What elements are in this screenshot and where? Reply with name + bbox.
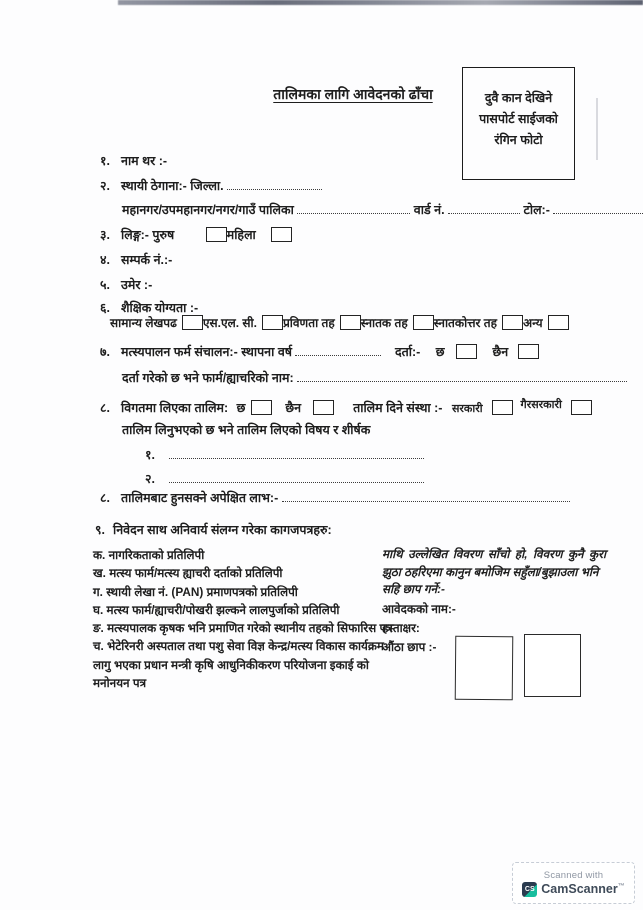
expected-benefit-blank-line [282, 492, 570, 502]
item-number: ६. [100, 301, 110, 315]
training-subject-label: तालिम लिनुभएको छ भने तालिम लिएको विषय र शीर्षक [122, 423, 371, 437]
registered-yes-label: छ [435, 345, 445, 359]
gov-label: सरकारी [451, 403, 483, 415]
field-municipality [122, 201, 643, 218]
farm-name-blank-line [297, 372, 627, 382]
ward-label: वार्ड नं. [413, 203, 445, 217]
checkbox-training-no [313, 400, 334, 415]
training-subject-note [122, 421, 370, 438]
option-label: एस.एल. सी. [202, 316, 257, 330]
checkbox-training-yes [251, 400, 272, 415]
attached-documents-label: निवेदन साथ अनिवार्य संलग्न गरेका कागजपत्रहरु: [113, 523, 332, 537]
declaration-line: माथि उल्लेखित विवरण साँचो हो, विवरण कुनै कुरा [382, 547, 606, 561]
checkbox-slc [262, 315, 283, 330]
training-yes-label: छ [236, 401, 246, 415]
item-number: ८. [100, 491, 110, 505]
checkbox-registered-no [518, 344, 539, 359]
scan-fold-line [596, 98, 598, 160]
ward-blank-line [448, 204, 520, 214]
camscanner-logo-icon: CS [522, 882, 537, 897]
registration-label: दर्ता:- [394, 345, 421, 359]
checkbox-nongov [571, 400, 592, 415]
tole-label: टोल:- [523, 203, 550, 217]
camscanner-watermark [512, 862, 635, 904]
establishment-year-blank [295, 346, 381, 356]
photo-box-text: रंगिन फोटो [494, 133, 543, 147]
gender-male-label: लिङ्ग:- पुरुष [121, 228, 175, 242]
education-option [283, 314, 361, 331]
checkbox-registered-yes [456, 344, 477, 359]
municipality-label: महानगर/उपमहानगर/नगर/गाउँ पालिका [122, 203, 294, 217]
field-gender [100, 226, 292, 243]
education-label: शैक्षिक योग्यता :- [121, 301, 199, 315]
camscanner-brand-name [541, 882, 624, 896]
field-name [100, 152, 167, 169]
training-subject-blank-1 [169, 449, 424, 459]
option-label: स्नातक तह [360, 316, 408, 330]
thumbprint-box-left [455, 636, 514, 701]
item-number: ९. [95, 523, 105, 537]
municipality-blank-line [297, 204, 410, 214]
checkbox-male [206, 227, 227, 242]
contact-label: सम्पर्क नं.:- [121, 253, 173, 267]
checkbox-female [271, 227, 292, 242]
gender-female-label: महिला [226, 228, 256, 242]
expected-benefit-label: तालिमबाट हुनसक्ने अपेक्षित लाभ:- [121, 491, 279, 505]
scan-edge-shadow [118, 0, 643, 5]
checkbox-proficiency [340, 315, 361, 330]
farm-label: मत्स्यपालन फर्म संचालन:- स्थापना वर्ष [121, 345, 292, 359]
item-number: ४. [100, 253, 110, 267]
checkbox-gov [492, 400, 513, 415]
camscanner-brand-row [522, 882, 624, 897]
education-options-row [110, 314, 568, 331]
item-number: ३. [100, 228, 110, 242]
item-number: ५. [100, 278, 110, 292]
declaration-line: सहि छाप गर्ने:- [382, 582, 445, 596]
field-expected-benefit [100, 489, 570, 506]
age-label: उमेर :- [121, 278, 153, 292]
field-address-label: स्थायी ठेगाना:- जिल्ला. [121, 179, 224, 193]
brand-text: CamScanner [541, 882, 618, 896]
checkbox-master [502, 315, 523, 330]
form-title: तालिमका लागि आवेदनको ढाँचा [273, 86, 433, 102]
document-item: घ. मत्स्य फार्म/ह्याचरी/पोखरी झल्कने लालपुर्जाको प्रतिलिपी [93, 602, 340, 617]
trademark-symbol: ™ [617, 882, 625, 890]
photo-box-text: पासपोर्ट साईजको [479, 112, 558, 126]
checkbox-other [548, 315, 569, 330]
document-item: च. भेटेरिनरी अस्पताल तथा पशु सेवा विज्ञ केन्द्र/मत्स्य विकास कार्यक्रम लागु भएका प्रधान मन्त्री कृषि आधुनिकीकरण परियोजना इकाई को मनोनयन पत्र [93, 639, 384, 691]
option-label: स्नातकोत्तर तह [433, 316, 497, 330]
document-item: ख. मत्स्य फार्म/मत्स्य ह्याचरी दर्ताको प्रतिलिपी [93, 566, 283, 581]
registered-no-label: छैन [492, 345, 509, 359]
option-label: अन्य [522, 316, 543, 330]
farm-name-label: दर्ता गरेको छ भने फार्म/ह्याचरिको नाम: [122, 371, 294, 385]
training-subject-line-1 [145, 446, 424, 463]
field-attached-documents [95, 521, 332, 538]
district-blank-line [227, 180, 322, 190]
past-training-label: विगतमा लिएका तालिम: [121, 401, 229, 415]
document-item: ग. स्थायी लेखा नं. (PAN) प्रमाणपत्रको प्रतिलिपी [93, 584, 298, 599]
checkbox-bachelor [413, 315, 434, 330]
option-label: प्रविणता तह [282, 316, 335, 330]
education-option [523, 314, 569, 331]
education-option [434, 314, 523, 331]
item-number: १. [100, 154, 110, 168]
documents-list [93, 546, 401, 692]
training-org-label: तालिम दिने संस्था :- [353, 401, 443, 415]
education-option [361, 314, 434, 331]
field-contact [100, 251, 172, 268]
training-no-label: छैन [285, 401, 302, 415]
passport-photo-box [462, 67, 575, 180]
field-past-training [100, 397, 592, 416]
scanned-with-text: Scanned with [543, 869, 604, 881]
tole-blank-line [553, 204, 643, 214]
document-item: क. नागरिकताको प्रतिलिपी [93, 548, 205, 562]
option-label: सामान्य लेखपढ [110, 316, 177, 330]
field-farm-name [122, 369, 627, 386]
signature-label: हस्ताक्षर: [382, 620, 420, 635]
education-option [203, 314, 283, 331]
checkbox-literate [182, 315, 203, 330]
item-number: ७. [100, 345, 110, 359]
declaration-text [382, 546, 606, 599]
thumbprint-label: औंठा छाप :- [382, 639, 437, 654]
field-farm-operation [100, 343, 539, 360]
training-subject-blank-2 [169, 473, 424, 483]
declaration-line: झुठा ठहरिएमा कानुन बमोजिम सहुँला/बुझाउला भनि [382, 564, 599, 579]
photo-box-text: दुवै कान देखिने [484, 91, 553, 105]
thumbprint-box-right [524, 634, 581, 697]
applicant-name-label: आवेदकको नाम:- [382, 601, 456, 616]
item-number: ८. [100, 401, 110, 415]
document-item: ङ. मत्स्यपालक कृषक भनि प्रमाणित गरेको स्थानीय तहको सिफारिस पत्र [93, 621, 393, 636]
field-age [100, 276, 152, 293]
nongov-label: गैरसरकारी [520, 399, 562, 411]
education-option [110, 314, 203, 331]
item-number: २. [100, 179, 110, 193]
field-name-label: नाम थर :- [121, 154, 168, 168]
field-address [100, 177, 322, 194]
sub-item-number: १. [145, 448, 155, 462]
sub-item-number: २. [145, 472, 155, 486]
training-subject-line-2 [145, 470, 424, 487]
